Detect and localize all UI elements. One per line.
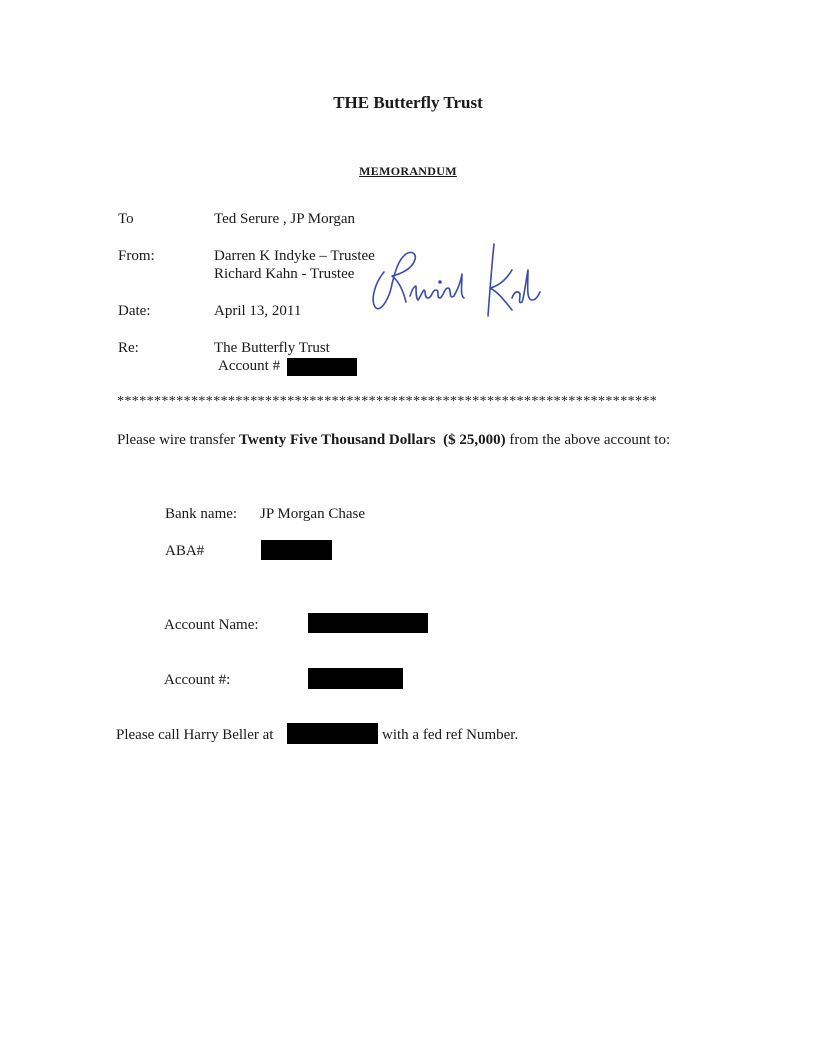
from-line-2: Richard Kahn - Trustee	[214, 266, 355, 282]
account-name-label: Account Name:	[164, 617, 259, 633]
redacted-aba	[261, 540, 332, 560]
from-label: From:	[118, 248, 155, 264]
bank-name-label: Bank name:	[165, 506, 238, 522]
date-value: April 13, 2011	[214, 303, 302, 319]
from-line-1: Darren K Indyke – Trustee	[214, 248, 375, 264]
wire-instruction	[117, 431, 707, 449]
amount-words: Twenty Five Thousand Dollars	[239, 432, 436, 448]
closing-prefix: Please call Harry Beller at	[116, 727, 274, 743]
amount-figure: ($ 25,000)	[443, 432, 506, 448]
memo-title: THE Butterfly Trust	[333, 93, 483, 112]
aba-label: ABA#	[165, 543, 205, 559]
redacted-account-number	[287, 358, 357, 376]
re-line-1: The Butterfly Trust	[214, 340, 330, 356]
re-line-2: Account #	[218, 358, 281, 374]
to-value: Ted Serure , JP Morgan	[214, 211, 356, 227]
instruction-prefix: Please wire transfer	[117, 432, 240, 448]
memorandum-heading: MEMORANDUM	[359, 164, 457, 178]
redacted-account-name	[308, 613, 428, 633]
redacted-phone-number	[287, 723, 378, 744]
redacted-account-digits	[308, 668, 403, 689]
instruction-suffix: from the above account to:	[505, 432, 671, 448]
date-label: Date:	[118, 303, 151, 319]
handwritten-signature	[362, 240, 542, 320]
account-number-label: Account #:	[164, 672, 231, 688]
asterisk-separator: *************************************************************************	[117, 394, 658, 409]
bank-name-value: JP Morgan Chase	[260, 506, 365, 522]
re-label: Re:	[118, 340, 139, 356]
to-label: To	[118, 211, 134, 227]
closing-suffix: with a fed ref Number.	[382, 727, 519, 743]
